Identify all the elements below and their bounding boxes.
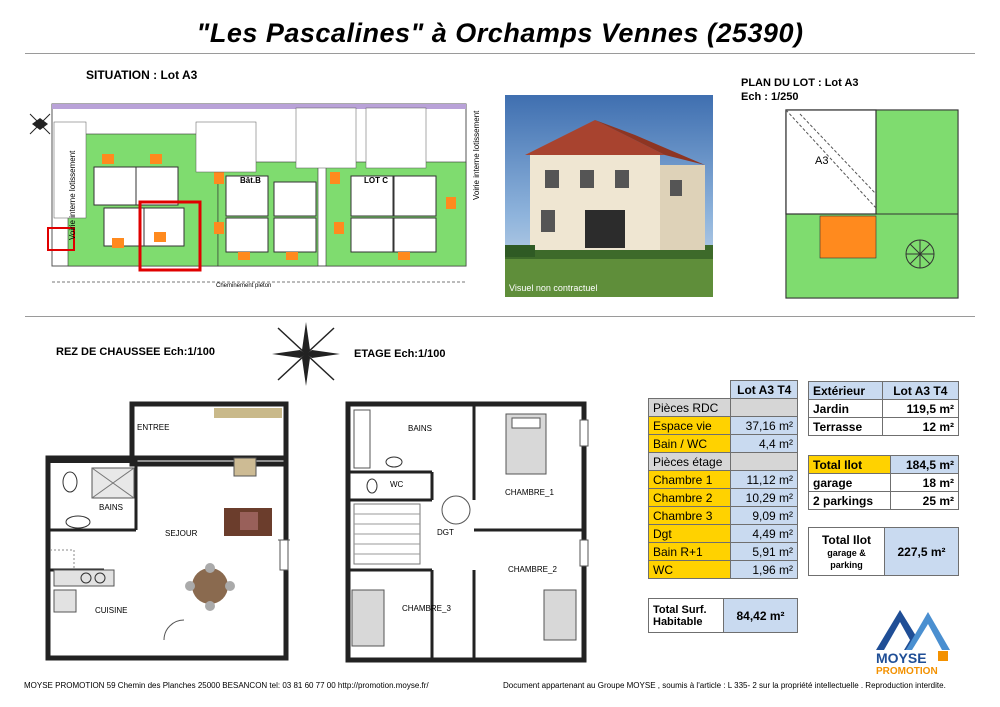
rdc-room-bains: BAINS — [99, 503, 124, 512]
etage-room-dgt: DGT — [437, 528, 454, 537]
logo-sub: PROMOTION — [876, 666, 938, 677]
surfaces-header: Lot A3 T4 — [731, 381, 798, 399]
total-habitable-table — [648, 598, 798, 633]
row-label: garage — [809, 474, 891, 492]
chemin-label: Cheminement piéton — [216, 283, 272, 289]
row-value: 4,4 m² — [731, 435, 798, 453]
bat-b-label: Bât.B — [240, 176, 261, 185]
rdc-room-entree: ENTREE — [137, 423, 170, 432]
surfaces-table — [648, 380, 798, 579]
etage-room-chambre1: CHAMBRE_1 — [505, 488, 554, 497]
rdc-room-cuisine: CUISINE — [95, 606, 128, 615]
plan-lot-heading: PLAN DU LOT : Lot A3 — [741, 77, 859, 89]
etage-room-bains: BAINS — [408, 424, 433, 433]
row-label: Bain / WC — [649, 435, 731, 453]
row-label: Espace vie — [649, 417, 731, 435]
lot-c-label: LOT C — [364, 176, 388, 185]
grand-total-value: 227,5 m² — [885, 528, 959, 576]
row-value: 11,12 m² — [731, 471, 798, 489]
row-label: Chambre 2 — [649, 489, 731, 507]
row-label: Dgt — [649, 525, 731, 543]
etage-room-chambre2: CHAMBRE_2 — [508, 565, 557, 574]
total-ilot-value: 184,5 m² — [891, 456, 959, 474]
page-title: "Les Pascalines" à Orchamps Vennes (25390) — [196, 18, 804, 48]
table-row — [649, 417, 798, 435]
title-divider — [25, 53, 975, 54]
section-rdc-label: Pièces RDC — [649, 399, 731, 417]
row-value: 5,91 m² — [731, 543, 798, 561]
exterieur-header-row — [809, 382, 959, 400]
table-row — [649, 435, 798, 453]
table-row — [809, 418, 959, 436]
total-ilot-label: Total Ilot — [809, 456, 891, 474]
row-value: 12 m² — [882, 418, 958, 436]
moyse-logo-icon — [876, 606, 950, 650]
section-divider — [25, 316, 975, 317]
table-row — [809, 400, 959, 418]
etage-floorplan — [344, 400, 594, 665]
grand-total-label: Total Ilot — [821, 532, 872, 547]
section-rdc-row — [649, 399, 798, 417]
table-row — [649, 471, 798, 489]
row-value: 119,5 m² — [882, 400, 958, 418]
row-value: 4,49 m² — [731, 525, 798, 543]
total-ilot-table — [808, 455, 959, 510]
footer-company: MOYSE PROMOTION 59 Chemin des Planches 25000 BESANCON tel: 03 81 60 77 00 http://promotion.moyse.fr/ — [24, 681, 429, 690]
footer-legal: Document appartenant au Groupe MOYSE , soumis à l'article : L 335- 2 sur la propriété intellectuelle . Reproduction interdite. — [503, 681, 946, 690]
row-value: 18 m² — [891, 474, 959, 492]
rdc-room-sejour: SEJOUR — [165, 529, 198, 538]
section-etage-label: Pièces étage — [649, 453, 731, 471]
grand-total-sub: garage & parking — [827, 547, 866, 570]
situation-heading: SITUATION : Lot A3 — [86, 68, 198, 82]
row-label: Chambre 1 — [649, 471, 731, 489]
etage-room-chambre3: CHAMBRE_3 — [402, 604, 451, 613]
table-row — [649, 525, 798, 543]
table-row — [809, 474, 959, 492]
table-row — [809, 492, 959, 510]
house-illustration — [505, 95, 713, 297]
logo-square-icon — [938, 651, 948, 661]
table-row — [649, 543, 798, 561]
house-render-image — [505, 95, 713, 297]
exterieur-header-right: Lot A3 T4 — [882, 382, 958, 400]
row-label: Terrasse — [809, 418, 883, 436]
plan-lot-scale: Ech : 1/250 — [741, 91, 799, 103]
row-value: 25 m² — [891, 492, 959, 510]
exterieur-table — [808, 381, 959, 436]
total-ilot-row — [809, 456, 959, 474]
rdc-heading: REZ DE CHAUSSEE Ech:1/100 — [56, 346, 215, 358]
row-label: WC — [649, 561, 731, 579]
row-label: Jardin — [809, 400, 883, 418]
total-habitable-label: Total Surf. Habitable — [649, 599, 724, 633]
table-row — [649, 507, 798, 525]
plan-lot-label: A3 — [815, 155, 829, 167]
grand-total-label-cell — [809, 528, 885, 576]
surfaces-header-row — [649, 381, 798, 399]
row-label: Bain R+1 — [649, 543, 731, 561]
total-habitable-row — [649, 599, 798, 633]
table-row — [649, 561, 798, 579]
section-etage-row — [649, 453, 798, 471]
table-row — [649, 489, 798, 507]
photo-caption: Visuel non contractuel — [509, 283, 598, 293]
etage-room-wc: WC — [390, 480, 404, 489]
exterieur-header-left: Extérieur — [809, 382, 883, 400]
voirie-right-label: Voirie interne lotissement — [472, 110, 481, 200]
total-habitable-value: 84,42 m² — [724, 599, 798, 633]
grand-total-row — [809, 528, 959, 576]
compass-rose-icon — [266, 318, 346, 390]
row-value: 10,29 m² — [731, 489, 798, 507]
row-label: Chambre 3 — [649, 507, 731, 525]
situation-plan — [26, 82, 474, 300]
voirie-left-label: Voirie interne lotissement — [68, 150, 77, 240]
plan-lot-drawing — [780, 104, 965, 304]
etage-heading: ETAGE Ech:1/100 — [354, 348, 446, 360]
logo-name: MOYSE — [876, 650, 927, 666]
row-value: 1,96 m² — [731, 561, 798, 579]
row-value: 37,16 m² — [731, 417, 798, 435]
row-label: 2 parkings — [809, 492, 891, 510]
row-value: 9,09 m² — [731, 507, 798, 525]
grand-total-table — [808, 527, 959, 576]
